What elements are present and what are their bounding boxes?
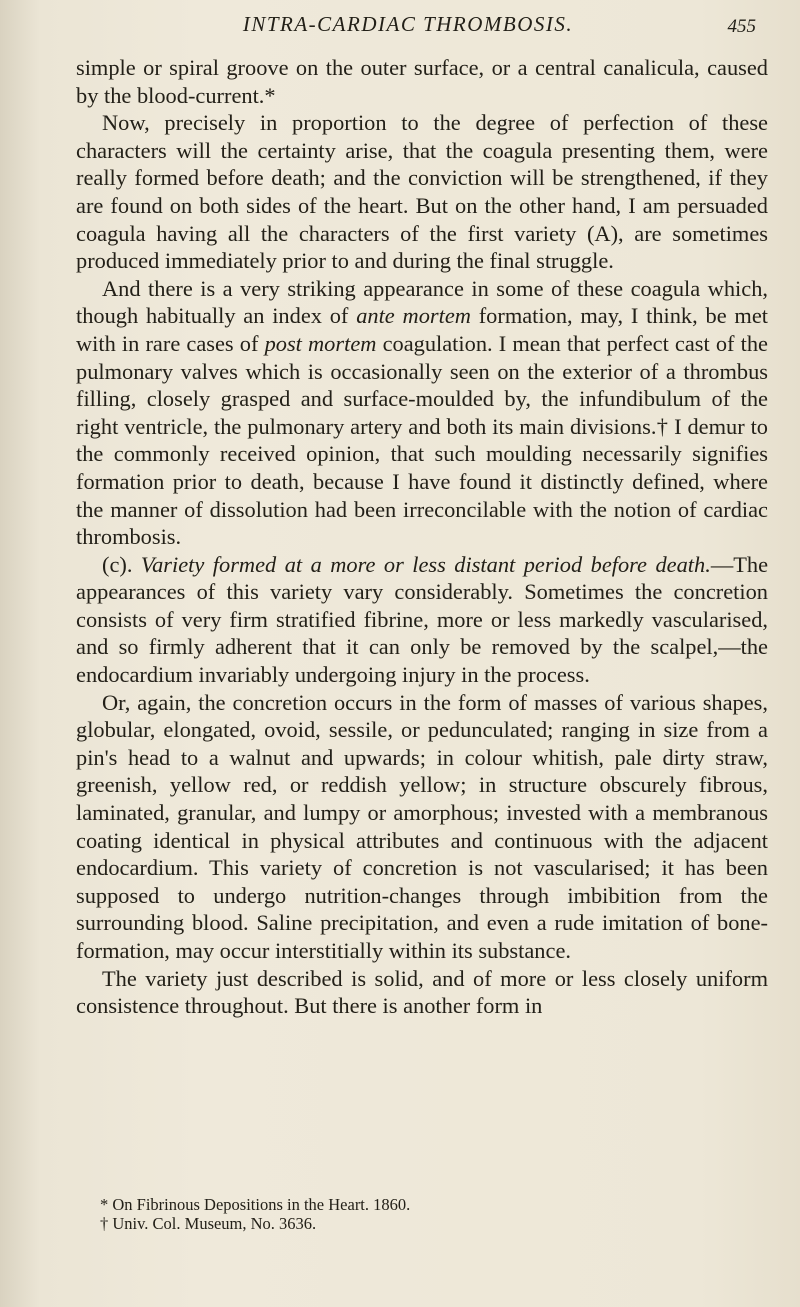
paragraph-2: Now, precisely in proportion to the degree of perfection of these characters will the certainty arise, that the coagula presenting them, were really formed before death; and the conviction will be strengthened, if they are found on both sides of the heart. But on the other hand, I am persuaded coagula having all the characters of the first variety (A), are sometimes produced immediately prior to and during the final struggle. [76, 110, 768, 274]
paragraph-6: The variety just described is solid, and of more or less closely uniform consistence throughout. But there is another form in [76, 965, 768, 1019]
footnote-1: * On Fibrinous Depositions in the Heart. 1860. [100, 1195, 411, 1214]
footnote-2: † Univ. Col. Museum, No. 3636. [100, 1214, 317, 1233]
page-header [60, 12, 756, 42]
paragraph-1: simple or spiral groove on the outer surface, or a central canalicula, caused by the blood-current.* [76, 55, 768, 108]
italic-phrase: Variety formed at a more or less distant period before death. [140, 551, 711, 577]
body-text [76, 54, 768, 1020]
page-number: 455 [727, 16, 756, 37]
italic-phrase: post mortem [264, 330, 377, 356]
paragraph-4: (c). Variety formed at a more or less distant period before death.—The appearances of this variety vary considerably. Sometimes the concretion consists of very firm stratified fibrine, more or less markedly vascularised, and so firmly adherent that it can only be removed by the scalpel,—the endocardium invariably undergoing injury in the process. [76, 551, 769, 688]
paragraph-3: And there is a very striking appearance in some of these coagula which, though habitually an index of ante mortem formation, may, I think, be met with in rare cases of post mortem coagulation. I mean that perfect cast of the pulmonary valves which is occasionally seen on the exterior of a thrombus filling, closely grasped and surface-moulded by, the infundibulum of the right ventricle, the pulmonary artery and both its main divisions.† I demur to the commonly received opinion, that such moulding necessarily signifies formation prior to death, because I have found it distinctly defined, where the manner of dissolution had been irreconcilable with the notion of cardiac thrombosis. [76, 275, 768, 550]
running-head: INTRA-CARDIAC THROMBOSIS. [242, 12, 574, 36]
paragraph-5: Or, again, the concretion occurs in the form of masses of various shapes, globular, elongated, ovoid, sessile, or pedunculated; ranging in size from a pin's head to a walnut and upwards; in colour whitish, pale dirty straw, greenish, yellow red, or reddish yellow; in structure obscurely fibrous, laminated, granular, and lumpy or amorphous; invested with a membranous coating identical in physical attributes and continuous with the adjacent endocardium. This variety of concretion is not vascularised; it has been supposed to undergo nutrition-changes through imbibition from the surrounding blood. Saline precipitation, and even a rude imitation of bone-formation, may occur interstitially within its substance. [76, 689, 768, 963]
footnotes [100, 1195, 760, 1233]
italic-phrase: ante mortem [356, 303, 471, 329]
